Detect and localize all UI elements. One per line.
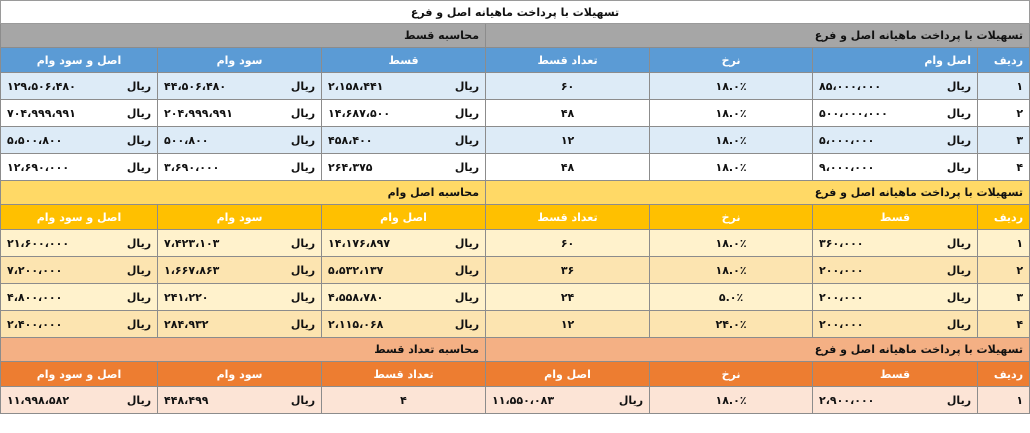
cell-value: ۴،۵۵۸،۷۸۰: [328, 290, 384, 304]
cell-value: ۱۱،۹۹۸،۵۸۲: [7, 393, 70, 407]
money-cell[interactable]: [158, 387, 322, 414]
table-row: [1, 230, 1030, 257]
money-cell[interactable]: [813, 230, 978, 257]
table-row: [1, 154, 1030, 181]
cell-value: ۸۵،۰۰۰،۰۰۰: [819, 79, 882, 93]
cell-value: ۳،۶۹۰،۰۰۰: [164, 160, 220, 174]
money-cell[interactable]: [813, 73, 978, 100]
section-principal: [1, 181, 1030, 338]
header-cell[interactable]: نرخ: [650, 362, 813, 387]
row-index-cell[interactable]: ۱: [978, 73, 1030, 100]
money-cell[interactable]: [1, 127, 158, 154]
sheet-title: تسهیلات با پرداخت ماهیانه اصل و فرع: [410, 5, 620, 19]
money-cell[interactable]: [158, 311, 322, 338]
money-cell[interactable]: [486, 387, 650, 414]
cell-value: ۱۴،۱۷۶،۸۹۷: [328, 236, 391, 250]
rate-cell[interactable]: ۱۸.۰٪: [650, 100, 813, 127]
row-index-cell[interactable]: ۱: [978, 387, 1030, 414]
currency-label: ریال: [126, 79, 152, 93]
cell-value: ۲،۹۰۰،۰۰۰: [819, 393, 875, 407]
cell-value: ۲۱،۶۰۰،۰۰۰: [7, 236, 70, 250]
cell-value: ۱۲،۶۹۰،۰۰۰: [7, 160, 70, 174]
section-title-left[interactable]: محاسبه اصل وام: [1, 181, 486, 205]
currency-label: ریال: [946, 106, 972, 120]
section-installment-count: [1, 338, 1030, 414]
cell-value: ۷،۲۰۰،۰۰۰: [7, 263, 63, 277]
count-cell[interactable]: ۴۸: [486, 154, 650, 181]
money-cell[interactable]: [813, 284, 978, 311]
money-cell[interactable]: [322, 73, 486, 100]
currency-label: ریال: [454, 317, 480, 331]
cell-value: ۴۴۸،۴۹۹: [164, 393, 209, 407]
currency-label: ریال: [290, 317, 316, 331]
currency-label: ریال: [454, 160, 480, 174]
money-cell[interactable]: [813, 387, 978, 414]
cell-value: ۹،۰۰۰،۰۰۰: [819, 160, 875, 174]
money-cell[interactable]: [1, 100, 158, 127]
currency-label: ریال: [290, 393, 316, 407]
header-cell[interactable]: تعداد قسط: [486, 48, 650, 73]
table-row: [1, 284, 1030, 311]
cell-value: ۷،۴۲۳،۱۰۳: [164, 236, 220, 250]
currency-label: ریال: [126, 393, 152, 407]
money-cell[interactable]: [1, 284, 158, 311]
header-cell[interactable]: اصل وام: [813, 48, 978, 73]
currency-label: ریال: [290, 133, 316, 147]
money-cell[interactable]: [1, 387, 158, 414]
money-cell[interactable]: [158, 100, 322, 127]
header-cell[interactable]: اصل وام: [486, 362, 650, 387]
row-index-cell[interactable]: ۴: [978, 311, 1030, 338]
row-index-cell[interactable]: ۲: [978, 100, 1030, 127]
header-cell[interactable]: سود وام: [158, 205, 322, 230]
money-cell[interactable]: [1, 154, 158, 181]
cell-value: ۳۶۰،۰۰۰: [819, 236, 864, 250]
header-cell[interactable]: اصل وام: [322, 205, 486, 230]
row-index-cell[interactable]: ۳: [978, 284, 1030, 311]
cell-value: ۵،۰۰۰،۰۰۰: [819, 133, 875, 147]
money-cell[interactable]: [322, 311, 486, 338]
currency-label: ریال: [946, 133, 972, 147]
rate-cell[interactable]: ۱۸.۰٪: [650, 257, 813, 284]
rate-cell[interactable]: ۱۸.۰٪: [650, 154, 813, 181]
currency-label: ریال: [946, 290, 972, 304]
table-row: [1, 387, 1030, 414]
count-cell[interactable]: ۳۶: [486, 257, 650, 284]
cell-value: ۴۴،۵۰۶،۴۸۰: [164, 79, 227, 93]
money-cell[interactable]: [158, 154, 322, 181]
money-cell[interactable]: [158, 230, 322, 257]
header-cell[interactable]: تعداد قسط: [486, 205, 650, 230]
currency-label: ریال: [618, 393, 644, 407]
currency-label: ریال: [454, 263, 480, 277]
count-cell[interactable]: ۱۲: [486, 127, 650, 154]
cell-value: ۲۰۰،۰۰۰: [819, 317, 864, 331]
header-cell[interactable]: تعداد قسط: [322, 362, 486, 387]
row-index-cell[interactable]: ۲: [978, 257, 1030, 284]
header-cell[interactable]: ردیف: [978, 48, 1030, 73]
cell-value: ۵،۵۰۰،۸۰۰: [7, 133, 63, 147]
header-cell[interactable]: سود وام: [158, 362, 322, 387]
money-cell[interactable]: [1, 257, 158, 284]
header-cell[interactable]: اصل و سود وام: [1, 362, 158, 387]
currency-label: ریال: [946, 79, 972, 93]
row-index-cell[interactable]: ۴: [978, 154, 1030, 181]
table-row: [1, 100, 1030, 127]
section-installment: [1, 24, 1030, 181]
money-cell[interactable]: [813, 127, 978, 154]
currency-label: ریال: [454, 236, 480, 250]
cell-value: ۵،۵۳۲،۱۳۷: [328, 263, 384, 277]
currency-label: ریال: [454, 133, 480, 147]
money-cell[interactable]: [322, 257, 486, 284]
money-cell[interactable]: [322, 284, 486, 311]
currency-label: ریال: [946, 160, 972, 174]
cell-value: ۲۸۴،۹۳۲: [164, 317, 209, 331]
header-cell[interactable]: ردیف: [978, 362, 1030, 387]
count-cell[interactable]: ۶۰: [486, 230, 650, 257]
currency-label: ریال: [126, 317, 152, 331]
currency-label: ریال: [290, 236, 316, 250]
cell-value: ۲،۱۱۵،۰۶۸: [328, 317, 384, 331]
cell-value: ۲،۱۵۸،۴۴۱: [328, 79, 384, 93]
rate-cell[interactable]: ۱۸.۰٪: [650, 73, 813, 100]
section-title-left[interactable]: محاسبه تعداد قسط: [1, 338, 486, 362]
cell-value: ۲۰۰،۰۰۰: [819, 290, 864, 304]
header-cell[interactable]: اصل و سود وام: [1, 48, 158, 73]
cell-value: ۵۰۰،۰۰۰،۰۰۰: [819, 106, 888, 120]
rate-cell[interactable]: ۱۸.۰٪: [650, 127, 813, 154]
count-cell[interactable]: ۲۴: [486, 284, 650, 311]
table-row: [1, 257, 1030, 284]
cell-value: ۴،۸۰۰،۰۰۰: [7, 290, 63, 304]
money-cell[interactable]: [813, 100, 978, 127]
currency-label: ریال: [126, 263, 152, 277]
table-row: [1, 73, 1030, 100]
header-cell[interactable]: قسط: [813, 205, 978, 230]
currency-label: ریال: [126, 290, 152, 304]
section-title-right[interactable]: تسهیلات با پرداخت ماهیانه اصل و فرع: [486, 181, 1030, 205]
rate-cell[interactable]: ۲۴.۰٪: [650, 311, 813, 338]
count-cell[interactable]: ۴: [322, 387, 486, 414]
currency-label: ریال: [126, 236, 152, 250]
cell-value: ۲،۴۰۰،۰۰۰: [7, 317, 63, 331]
money-cell[interactable]: [813, 154, 978, 181]
header-cell[interactable]: سود وام: [158, 48, 322, 73]
currency-label: ریال: [946, 393, 972, 407]
header-cell[interactable]: قسط: [322, 48, 486, 73]
cell-value: ۲۴۱،۲۲۰: [164, 290, 209, 304]
currency-label: ریال: [946, 317, 972, 331]
header-cell[interactable]: اصل و سود وام: [1, 205, 158, 230]
currency-label: ریال: [290, 263, 316, 277]
currency-label: ریال: [126, 160, 152, 174]
cell-value: ۱،۶۶۷،۸۶۳: [164, 263, 220, 277]
row-index-cell[interactable]: ۱: [978, 230, 1030, 257]
cell-value: ۱۴،۶۸۷،۵۰۰: [328, 106, 391, 120]
currency-label: ریال: [946, 263, 972, 277]
currency-label: ریال: [454, 290, 480, 304]
count-cell[interactable]: ۶۰: [486, 73, 650, 100]
header-cell[interactable]: نرخ: [650, 48, 813, 73]
currency-label: ریال: [946, 236, 972, 250]
section-title-right[interactable]: تسهیلات با پرداخت ماهیانه اصل و فرع: [486, 338, 1030, 362]
currency-label: ریال: [290, 290, 316, 304]
currency-label: ریال: [454, 79, 480, 93]
currency-label: ریال: [290, 160, 316, 174]
money-cell[interactable]: [158, 284, 322, 311]
rate-cell[interactable]: ۵.۰٪: [650, 284, 813, 311]
money-cell[interactable]: [1, 311, 158, 338]
money-cell[interactable]: [322, 127, 486, 154]
money-cell[interactable]: [322, 154, 486, 181]
table-row: [1, 311, 1030, 338]
header-cell[interactable]: قسط: [813, 362, 978, 387]
money-cell[interactable]: [1, 230, 158, 257]
header-cell[interactable]: ردیف: [978, 205, 1030, 230]
cell-value: ۴۵۸،۴۰۰: [328, 133, 373, 147]
money-cell[interactable]: [1, 73, 158, 100]
currency-label: ریال: [126, 133, 152, 147]
money-cell[interactable]: [813, 311, 978, 338]
count-cell[interactable]: ۴۸: [486, 100, 650, 127]
cell-value: ۱۱،۵۵۰،۰۸۳: [492, 393, 555, 407]
currency-label: ریال: [454, 106, 480, 120]
currency-label: ریال: [290, 106, 316, 120]
rate-cell[interactable]: ۱۸.۰٪: [650, 387, 813, 414]
currency-label: ریال: [290, 79, 316, 93]
cell-value: ۵۰۰،۸۰۰: [164, 133, 209, 147]
money-cell[interactable]: [158, 257, 322, 284]
money-cell[interactable]: [158, 73, 322, 100]
money-cell[interactable]: [158, 127, 322, 154]
section-title-right[interactable]: تسهیلات با پرداخت ماهیانه اصل و فرع: [486, 24, 1030, 48]
cell-value: ۷۰۴،۹۹۹،۹۹۱: [7, 106, 76, 120]
money-cell[interactable]: [322, 230, 486, 257]
money-cell[interactable]: [322, 100, 486, 127]
rate-cell[interactable]: ۱۸.۰٪: [650, 230, 813, 257]
cell-value: ۲۶۴،۳۷۵: [328, 160, 373, 174]
row-index-cell[interactable]: ۳: [978, 127, 1030, 154]
money-cell[interactable]: [813, 257, 978, 284]
section-title-left[interactable]: محاسبه قسط: [1, 24, 486, 48]
sheet-title-cell[interactable]: [1, 1, 1030, 24]
cell-value: ۲۰۴،۹۹۹،۹۹۱: [164, 106, 233, 120]
count-cell[interactable]: ۱۲: [486, 311, 650, 338]
cell-value: ۲۰۰،۰۰۰: [819, 263, 864, 277]
cell-value: ۱۲۹،۵۰۶،۴۸۰: [7, 79, 76, 93]
header-cell[interactable]: نرخ: [650, 205, 813, 230]
table-row: [1, 127, 1030, 154]
currency-label: ریال: [126, 106, 152, 120]
